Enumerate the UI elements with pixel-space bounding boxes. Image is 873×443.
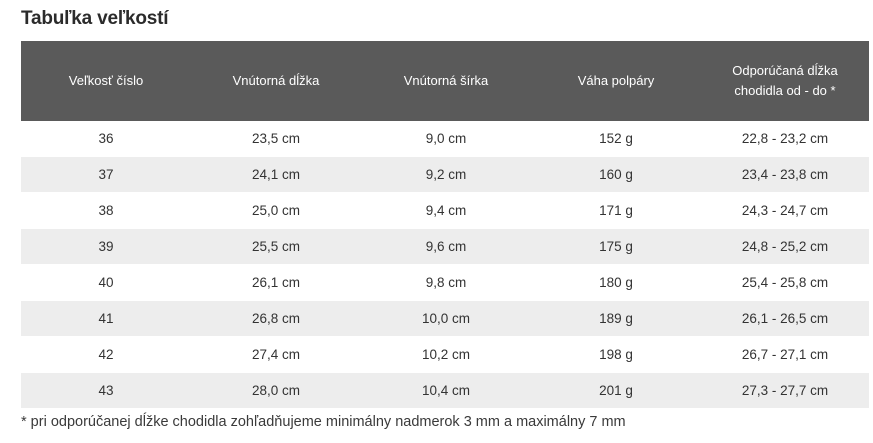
cell-foot-length: 24,3 - 24,7 cm [701,193,869,229]
table-row [21,301,869,337]
header-inner-length: Vnútorná dĺžka [191,41,361,121]
size-chart-table [21,41,869,409]
cell-foot-length: 26,1 - 26,5 cm [701,301,869,337]
cell-inner-length: 26,1 cm [191,265,361,301]
table-header-row [21,41,869,121]
cell-inner-width: 9,0 cm [361,121,531,157]
cell-weight: 175 g [531,229,701,265]
cell-inner-width: 10,0 cm [361,301,531,337]
cell-inner-width: 10,2 cm [361,337,531,373]
header-half-pair-weight: Váha polpáry [531,41,701,121]
cell-weight: 198 g [531,337,701,373]
cell-inner-width: 9,2 cm [361,157,531,193]
cell-inner-length: 28,0 cm [191,373,361,409]
cell-foot-length: 27,3 - 27,7 cm [701,373,869,409]
cell-foot-length: 25,4 - 25,8 cm [701,265,869,301]
table-row [21,265,869,301]
cell-inner-length: 27,4 cm [191,337,361,373]
footnote: * pri odporúčanej dĺžke chodidla zohľadňujeme minimálny nadmerok 3 mm a maximálny 7 mm [21,414,626,430]
cell-inner-length: 23,5 cm [191,121,361,157]
cell-foot-length: 24,8 - 25,2 cm [701,229,869,265]
cell-size: 38 [21,193,191,229]
cell-size: 39 [21,229,191,265]
cell-inner-length: 24,1 cm [191,157,361,193]
table-row [21,193,869,229]
cell-size: 43 [21,373,191,409]
table-row [21,373,869,409]
cell-inner-length: 26,8 cm [191,301,361,337]
cell-size: 41 [21,301,191,337]
cell-inner-width: 9,8 cm [361,265,531,301]
cell-weight: 180 g [531,265,701,301]
cell-weight: 201 g [531,373,701,409]
cell-size: 37 [21,157,191,193]
cell-inner-length: 25,5 cm [191,229,361,265]
header-recommended-foot-length: Odporúčaná dĺžka chodidla od - do * [701,41,869,121]
cell-foot-length: 26,7 - 27,1 cm [701,337,869,373]
cell-weight: 171 g [531,193,701,229]
table-row [21,229,869,265]
table-row [21,337,869,373]
header-inner-width: Vnútorná šírka [361,41,531,121]
cell-weight: 160 g [531,157,701,193]
cell-weight: 189 g [531,301,701,337]
cell-inner-width: 9,6 cm [361,229,531,265]
cell-weight: 152 g [531,121,701,157]
table-row [21,121,869,157]
cell-inner-width: 9,4 cm [361,193,531,229]
cell-foot-length: 22,8 - 23,2 cm [701,121,869,157]
table-row [21,157,869,193]
cell-foot-length: 23,4 - 23,8 cm [701,157,869,193]
cell-size: 36 [21,121,191,157]
cell-inner-width: 10,4 cm [361,373,531,409]
header-size-number: Veľkosť číslo [21,41,191,121]
cell-inner-length: 25,0 cm [191,193,361,229]
cell-size: 42 [21,337,191,373]
page-title: Tabuľka veľkostí [21,8,169,29]
cell-size: 40 [21,265,191,301]
